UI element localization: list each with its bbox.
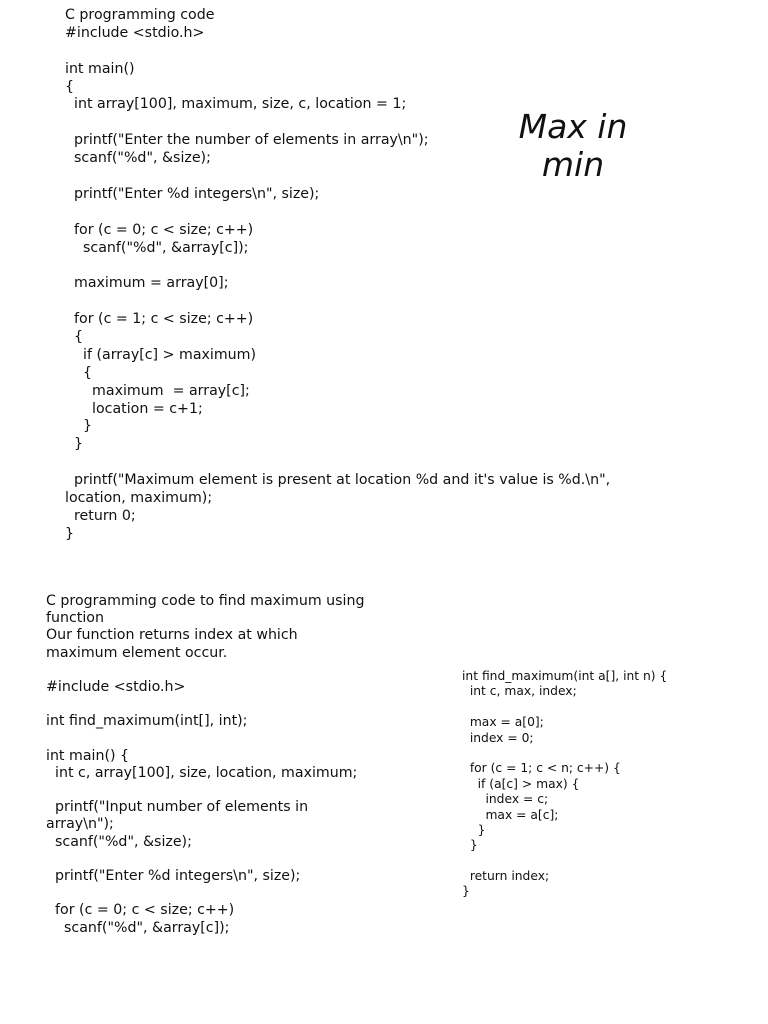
code-line: int find_maximum(int[], int); [46,713,248,730]
code-line: printf("Enter %d integers\n", size); [46,868,301,884]
code-line: #include <stdio.h> [46,678,186,695]
code-line [46,885,406,902]
code-line: printf("Enter %d integers\n", size); [65,185,320,202]
title-line-1: Max in [518,107,628,146]
code-line: return 0; [65,507,136,524]
code-line: } [65,525,75,542]
code-line: } [65,418,93,435]
code-line: } [65,436,84,453]
code-line: { [65,364,93,381]
code-line [46,696,406,713]
code-line: index = 0; [462,730,534,745]
code-line: int main() { [46,747,130,764]
code-line: { [65,329,84,346]
code-line: index = c; [462,792,549,807]
code-block-max-location [65,7,610,544]
code-line: } [462,838,478,853]
code-line: maximum = array[0]; [65,275,229,292]
code-line: int array[100], maximum, size, c, location = 1; [65,96,407,113]
code-line: int find_maximum(int a[], int n) { [462,669,668,683]
code-line: C programming code to find maximum using [46,593,365,609]
code-line: } [462,884,470,899]
code-line: for (c = 1; c < n; c++) { [462,761,621,776]
code-line: max = a[0]; [462,715,544,730]
code-line: array\n"); [46,816,114,833]
code-line: max = a[c]; [462,807,559,822]
slide-title [508,108,638,184]
code-line: scanf("%d", &size); [65,150,211,167]
code-line: return index; [462,869,550,884]
code-line: location = c+1; [65,400,203,417]
code-line: for (c = 0; c < size; c++) [65,221,254,238]
code-line [462,746,667,761]
code-line: int c, max, index; [462,684,577,699]
code-line: location, maximum); [65,490,213,507]
code-line: } [462,822,486,837]
code-line [46,731,406,748]
code-line: maximum = array[c]; [65,382,250,399]
code-line [462,700,667,715]
code-line: int main() [65,60,135,77]
title-line-2: min [541,145,605,184]
code-line: scanf("%d", &array[c]); [65,239,249,256]
code-line: Our function returns index at which [46,627,298,644]
code-line: if (a[c] > max) { [462,776,580,791]
code-block-find-maximum-function [462,669,667,900]
code-line: { [65,78,75,95]
code-line [65,257,610,275]
code-line: for (c = 1; c < size; c++) [65,311,254,328]
code-block-find-maximum-main [46,593,406,937]
code-line: scanf("%d", &array[c]); [46,919,230,936]
code-line [65,43,610,61]
code-line [46,782,406,799]
code-line: for (c = 0; c < size; c++) [46,902,235,919]
code-line [46,851,406,868]
code-line: scanf("%d", &size); [46,833,192,850]
code-line: #include <stdio.h> [65,24,205,41]
code-line [65,204,610,222]
code-line: C programming code [65,7,215,23]
code-line [46,662,406,679]
code-line: printf("Input number of elements in [46,799,309,816]
code-line [65,454,610,472]
code-line: int c, array[100], size, location, maximum; [46,764,358,781]
code-line [65,293,610,311]
code-line: printf("Maximum element is present at location %d and it's value is %d.\n", [65,472,611,489]
code-line: printf("Enter the number of elements in array\n"); [65,132,429,149]
code-line: maximum element occur. [46,644,228,661]
code-line [462,854,667,869]
code-line: function [46,610,104,627]
code-line: if (array[c] > maximum) [65,346,257,363]
